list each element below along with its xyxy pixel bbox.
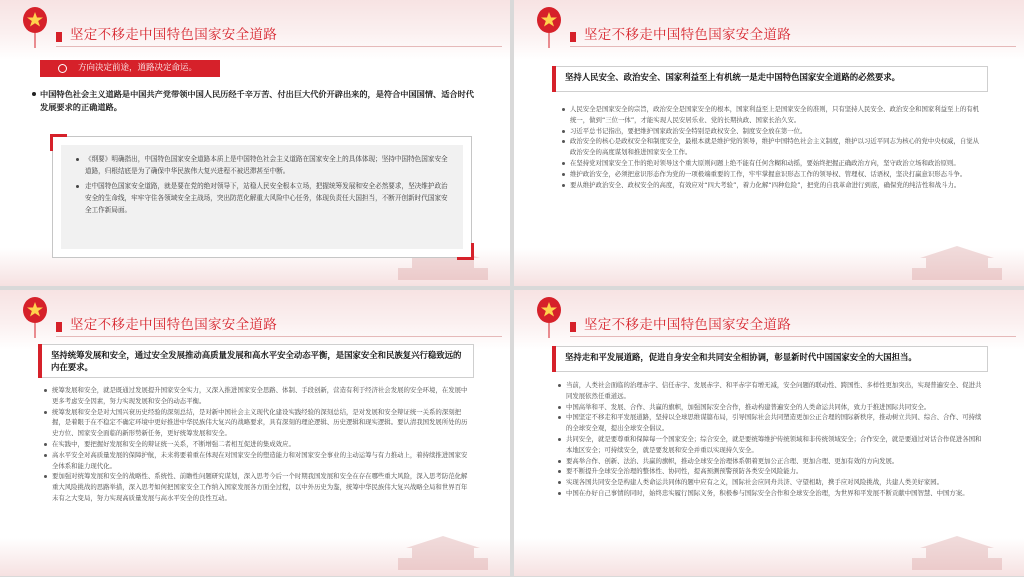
list-item: 中国高举和平、发展、合作、共赢的旗帜，加强国际安全合作，推动构建普遍安全的人类命运共同体，致力于推进国际共同安全。 (566, 402, 986, 413)
title-accent-bar (56, 322, 62, 332)
slide-2[interactable] (514, 0, 1024, 286)
list-item: 中国坚定不移走和平发展道路，坚持以全球思维谋篇布局，引导国际社会共同塑造更加公正合理的国际新秩序，推动树立共同、综合、合作、可持续的全球安全观，提出全球安全倡议。 (566, 412, 986, 434)
tiananmen-silhouette-icon (912, 244, 1002, 280)
list-item: 实现各国共同安全是构建人类命运共同体的题中应有之义，国际社会应同舟共济、守望相助，携手应对风险挑战，共建人类美好家园。 (566, 477, 986, 488)
slide-4[interactable] (514, 290, 1024, 576)
title-accent-bar (56, 32, 62, 42)
tiananmen-silhouette-icon (398, 534, 488, 570)
tiananmen-silhouette-icon (912, 534, 1002, 570)
quote-box-inner (61, 145, 463, 249)
list-item: 高水平安全对高质量发展的保障护航，未来将要着重在体现在对国家安全的塑造能力和对国家安全事业的主动运筹与有力推动上，着持续推进国家安全体系和能力现代化。 (52, 450, 472, 472)
title-accent-bar (570, 322, 576, 332)
slide-title: 坚定不移走中国特色国家安全道路 (70, 317, 277, 333)
list-item: 要高举合作、创新、法治、共赢的旗帜，推动全球安全治理体系朝着更加公正合理、更加合理、更加有效的方向发展。 (566, 456, 986, 467)
lead-box (552, 346, 988, 372)
lead-box-accent (38, 344, 42, 378)
title-underline (570, 336, 1016, 337)
list-item: 习近平总书记指出，要把维护国家政治安全特别是政权安全、制度安全放在第一位。 (570, 126, 980, 137)
bullet-icon (32, 92, 36, 96)
red-balloon-star-icon (22, 296, 48, 338)
bullet-list (570, 104, 980, 190)
key-phrase-band (40, 60, 220, 77)
title-underline (570, 46, 1016, 47)
slide-title: 坚定不移走中国特色国家安全道路 (584, 27, 791, 43)
slide-title: 坚定不移走中国特色国家安全道路 (584, 317, 791, 333)
lead-box-accent (552, 346, 556, 372)
lead-paragraph (40, 88, 480, 114)
red-balloon-star-icon (536, 296, 562, 338)
lead-text: 坚持统筹发展和安全，通过安全发展推动高质量发展和高水平安全动态平衡，是国家安全和民族复兴行稳致远的内在要求。 (51, 350, 462, 372)
lead-box (552, 66, 988, 92)
key-phrase-text: 方向决定前途，道路决定命运。 (78, 63, 198, 73)
lead-box (38, 344, 474, 378)
list-item: 统筹发展和安全，就是既通过发展提升国家安全实力，又深入推进国家安全思路、体制、手段创新，营造有利于经济社会发展的安全环境，在发展中更多考虑安全因素，努力实现发展和安全的动态平衡。 (52, 385, 472, 407)
list-item: 人民安全是国家安全的宗旨，政治安全是国家安全的根本，国家利益至上是国家安全的准则，只有坚持人民安全、政治安全和国家利益至上的有机统一，做到“三位一体”，才能实现人民安居乐业、党的长期执政、国家长治久安。 (570, 105, 979, 124)
list-item: 在实践中，要把握好发展和安全的辩证统一关系，不断增强二者相互促进的集成效应。 (52, 439, 472, 450)
lead-text: 坚持人民安全、政治安全、国家利益至上有机统一是走中国特色国家安全道路的必然要求。 (565, 72, 900, 82)
lead-text: 坚持走和平发展道路，促进自身安全和共同安全相协调，彰显新时代中国国家安全的大国担当。 (565, 352, 917, 362)
list-item: 政治安全的核心是政权安全和制度安全，最根本就是维护党的领导，维护中国特色社会主义制度，维护以习近平同志为核心的党中央权威，自觉从政治安全的高度谋划和推进国家安全工作。 (570, 137, 979, 157)
red-balloon-star-icon (22, 6, 48, 48)
circle-bullet-icon (58, 64, 67, 73)
framed-quote-box (52, 136, 472, 258)
title-underline (56, 336, 502, 337)
list-item: 要从维护政治安全、政权安全的高度，有效应对“四大考验”，着力化解“四种危险”，把党的自我革命进行到底，确保党的纯洁性和战斗力。 (570, 180, 980, 191)
title-underline (56, 46, 502, 47)
list-item: 在坚持党对国家安全工作的绝对领导这个重大原则问题上绝不能有任何含糊和动摇，要始终把握正确政治方向，坚守政治立场和政治原则。 (570, 158, 980, 169)
list-item: 要不断提升全球安全治理的整体性、协同性，提高预测预警预防各类安全风险能力。 (566, 466, 986, 477)
list-item: 当前，人类社会面临的治理赤字、信任赤字、发展赤字、和平赤字有增无减，安全问题的联动性、跨国性、多样性更加突出，实现普遍安全、促进共同发展依然任重道远。 (566, 380, 986, 402)
list-item: 要加强对统筹发展和安全的战略性、系统性、前瞻性问题研究谋划，深入思考今后一个时期我国发展和安全在存在哪些重大风险，深入思考防范化解重大风险挑战的思路举措，深入思考如何把国家安全工作纳入国家发展各方面全过程，以中外历史为鉴，统筹中华民族伟大复兴战略全局和世界百年未有之大变局，努力实现高质量发展与高水平安全的良性互动。 (52, 471, 472, 503)
list-item: 共同安全，就是要尊重和保障每一个国家安全；综合安全，就是要统筹维护传统领域和非传统领域安全；合作安全，就是要通过对话合作促进各国和本地区安全；可持续安全，就是要发展和安全并重以实现持久安全。 (566, 434, 986, 456)
quote-item: 走中国特色国家安全道路，就是要在党的绝对领导下，站稳人民安全根本立场，把握统筹发展和安全必然要求，坚决维护政治安全的生命线，牢牢守住各领域安全主战场，突出防范化解重大风险中心任务，体现负责任大国担当，不断开创新时代国家安全工作新局面。 (85, 180, 453, 216)
bullet-list (52, 385, 472, 504)
bullet-list (566, 380, 986, 499)
lead-text: 中国特色社会主义道路是中国共产党带领中国人民历经千辛万苦、付出巨大代价开辟出来的，是符合中国国情、适合时代发展要求的正确道路。 (40, 89, 474, 112)
slide-3[interactable] (0, 290, 510, 576)
title-accent-bar (570, 32, 576, 42)
slide-title: 坚定不移走中国特色国家安全道路 (70, 27, 277, 43)
lead-box-accent (552, 66, 556, 92)
list-item: 中国在办好自己事情的同时，始终忠实履行国际义务，积极参与国际安全合作和全球安全治理，为世界和平发展不断贡献中国智慧、中国方案。 (566, 488, 986, 499)
red-balloon-star-icon (536, 6, 562, 48)
quote-item: 《纲要》明确指出，中国特色国家安全道路本质上是中国特色社会主义道路在国家安全上的具体体现；坚持中国特色国家安全道路，归根结底是为了确保中华民族伟大复兴进程不被迟滞甚至中断。 (85, 153, 453, 177)
list-item: 维护政治安全，必须把意识形态作为党的一项极端重要的工作，牢牢掌握意识形态工作的领导权、管理权、话语权，坚决打赢意识形态斗争。 (570, 169, 980, 180)
slide-1[interactable] (0, 0, 510, 286)
list-item: 统筹发展和安全是对大国兴衰历史经验的深刻总结，是对新中国社会主义现代化建设实践经验的深刻总结，是对发展和安全辩证统一关系的深刻把握，是着眼于在不稳定不确定环境中更好推进中华民族伟大复兴的战略要求，具有深刻的理论逻辑、历史逻辑和现实逻辑。要认清我国发展所处的历史方位、国家安全面临的新形势新任务，更好统筹发展和安全。 (52, 407, 472, 439)
